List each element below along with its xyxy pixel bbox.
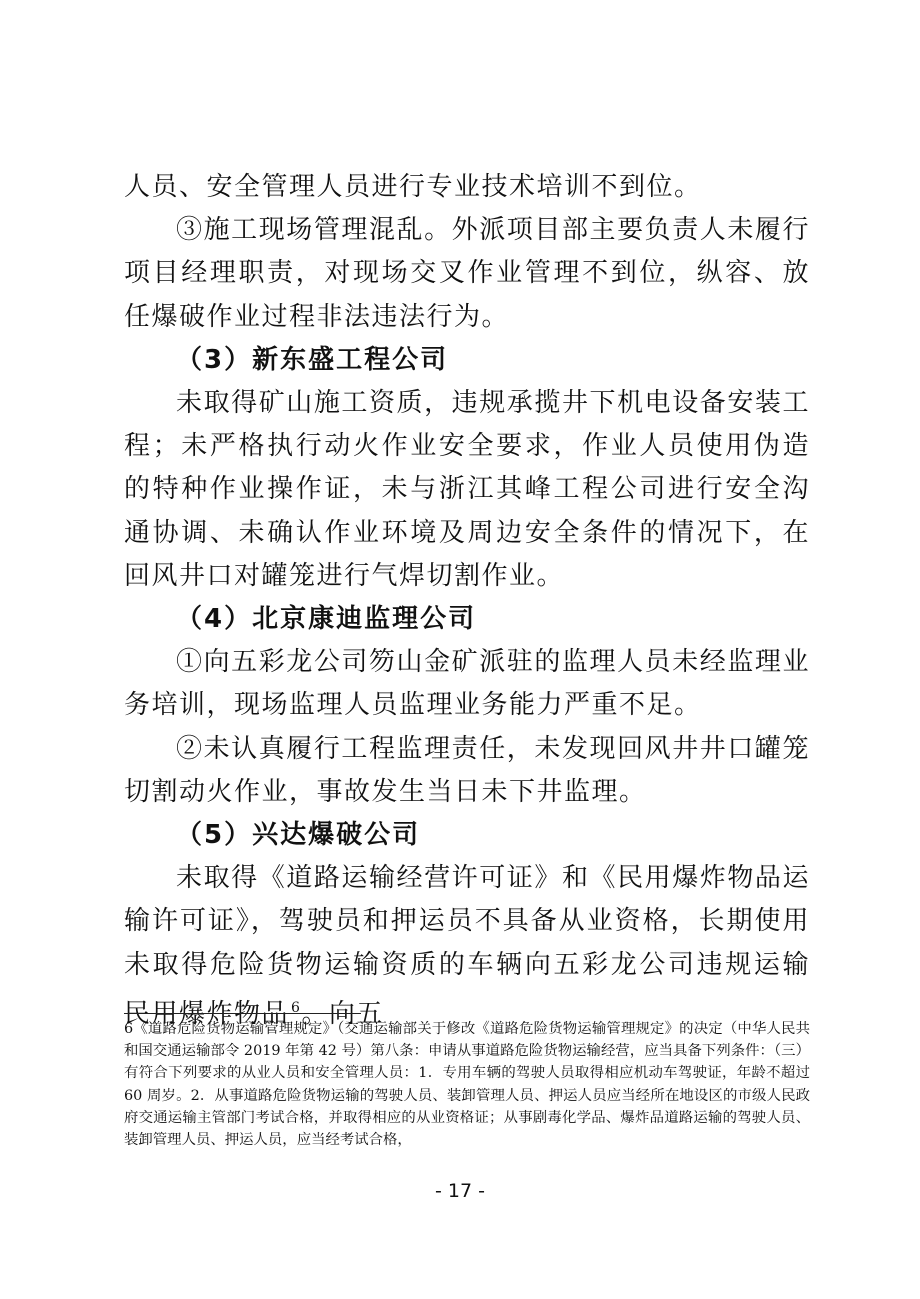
paragraph-kangdi-2: ②未认真履行工程监理责任，未发现回风井井口罐笼切割动火作业，事故发生当日未下井监理。 — [124, 733, 810, 807]
paragraph-xingda-tail: 。向五 — [301, 998, 384, 1029]
footnote-reference[interactable]: 6 — [291, 999, 302, 1016]
footnote-divider — [124, 1013, 361, 1014]
page-number: - 17 - — [435, 1180, 485, 1202]
paragraph-xingda — [124, 857, 810, 1036]
body-text — [124, 166, 810, 1036]
heading-xindongsheng: （3）新东盛工程公司 — [176, 344, 449, 375]
heading-xingda: （5）兴达爆破公司 — [176, 820, 421, 851]
paragraph-continuation: 人员、安全管理人员进行专业技术培训不到位。 — [124, 172, 702, 202]
paragraph-site-management: ③施工现场管理混乱。外派项目部主要负责人未履行项目经理职责，对现场交叉作业管理不到位，纵容、放任爆破作业过程非法违法行为。 — [124, 215, 810, 332]
paragraph-xindongsheng: 未取得矿山施工资质，违规承揽井下机电设备安装工程；未严格执行动火作业安全要求，作业人员使用伪造的特种作业操作证，未与浙江其峰工程公司进行安全沟通协调、未确认作业环境及周边安全条件的情况下，在回风井口对罐笼进行气焊切割作业。 — [124, 388, 810, 591]
paragraph-xingda-text: 未取得《道路运输经营许可证》和《民用爆炸物品运输许可证》，驾驶员和押运员不具备从业资格，长期使用未取得危险货物运输资质的车辆向五彩龙公司违规运输民用爆炸物品 — [124, 863, 810, 1029]
paragraph-kangdi-1: ①向五彩龙公司笏山金矿派驻的监理人员未经监理业务培训，现场监理人员监理业务能力严重不足。 — [124, 647, 810, 721]
footnote: 6《道路危险货物运输管理规定》（交通运输部关于修改《道路危险货物运输管理规定》的决定（中华人民共和国交通运输部令 2019 年第 42 号）第八条：申请从事道路危险货物运输经营，应当具备下列条件：（三）有符合下列要求的从业人员和安全管理人员：1．专用车辆的驾驶人员取得相应机动车驾驶证，年龄不超过 60 周岁。2．从事道路危险货物运输的驾驶人员、装卸管理人员、押运人员应当经所在地设区的市级人民政府交通运输主管部门考试合格，并取得相应的从业资格证；从事剧毒化学品、爆炸品道路运输的驾驶人员、装卸管理人员、押运人员，应当经考试合格， — [124, 1021, 810, 1149]
heading-kangdi: （4）北京康迪监理公司 — [176, 604, 477, 635]
